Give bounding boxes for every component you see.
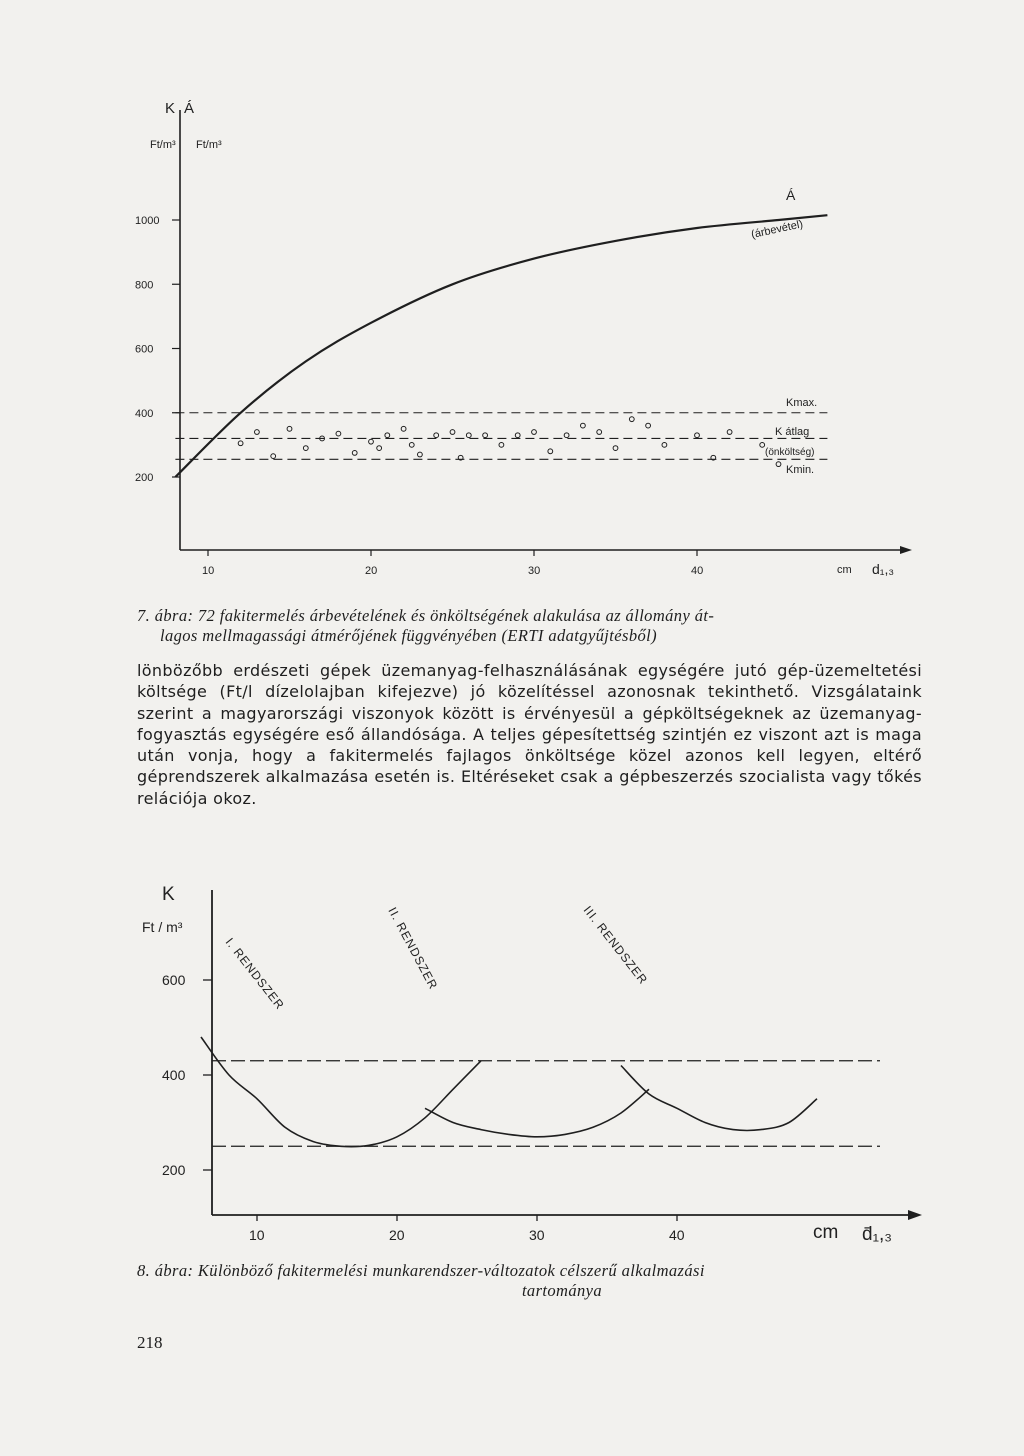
- fig7-x-tick-label: 30: [528, 565, 541, 577]
- fig7-revenue-line: [175, 215, 827, 477]
- fig7-data-point: [483, 433, 488, 438]
- fig8-axis-label-k: K: [162, 884, 175, 905]
- fig8-x-arrow: [908, 1210, 922, 1220]
- figure-7-chart: [0, 80, 1024, 600]
- fig7-data-point: [548, 449, 553, 454]
- figure-7-caption: [137, 606, 927, 646]
- fig7-data-point: [613, 446, 618, 451]
- fig7-y-tick-label: 1000: [135, 215, 160, 227]
- fig8-ticks: [162, 972, 685, 1243]
- fig7-label-katlag: K átlag: [775, 426, 810, 438]
- fig7-curve-label-arbevetel: (árbevétel): [750, 218, 805, 241]
- fig7-axis-label-k: K: [165, 100, 176, 117]
- fig7-data-point: [385, 433, 390, 438]
- fig7-reference-lines: [175, 413, 827, 460]
- fig8-x-label-var: d̄₁,₃: [862, 1224, 892, 1245]
- fig7-data-point: [450, 430, 455, 435]
- fig7-data-point: [409, 442, 414, 447]
- fig8-x-tick-label: 30: [529, 1227, 545, 1243]
- figure-8-chart: [0, 860, 1024, 1260]
- fig7-unit-a: Ft/m³: [196, 139, 222, 151]
- body-paragraph: lönbözőbb erdészeti gépek üzemanyag-felhasználásának egységére jutó gép-üzemeltetési költsége (Ft/l dízelolajban kifejezve) jó közelítéssel azonosnak tekinthető. Vizsgálataink szerint a magyarországi viszonyok között is érvényesül a gépköltségeknek az üzemanyag-fogyasztás egységére eső állandósága. A teljes gépesítettség szintjén ez viszont azt is maga után vonja, hogy a fakitermelés fajlagos önköltsége közel azonos kell legyen, eltérő géprendszerek alkalmazása esetén is. Eltéréseket csak a gépbeszerzés szocialista vagy tőkés relációja okoz.: [137, 661, 922, 808]
- fig7-data-point: [695, 433, 700, 438]
- fig7-data-point: [515, 433, 520, 438]
- fig8-system-curves: [201, 1037, 817, 1147]
- fig7-data-point: [336, 431, 341, 436]
- fig7-data-point: [499, 442, 504, 447]
- fig8-y-tick-label: 200: [162, 1162, 186, 1178]
- figure-8-caption-line2: tartománya: [521, 1281, 603, 1300]
- fig7-revenue-curve: [175, 215, 827, 477]
- fig8-system-label-1: I. RENDSZER: [222, 935, 288, 1013]
- fig7-axis-label-a: Á: [184, 100, 195, 117]
- fig7-x-label-unit: cm: [837, 564, 852, 576]
- fig7-y-tick-label: 800: [135, 279, 154, 292]
- fig7-data-point: [564, 433, 569, 438]
- fig7-axes: [180, 110, 912, 554]
- fig8-system-label-3: III. RENDSZER: [580, 903, 651, 988]
- fig7-x-tick-label: 20: [365, 565, 378, 577]
- fig7-data-point: [255, 430, 260, 435]
- fig7-data-point: [581, 423, 586, 428]
- fig8-x-tick-label: 40: [669, 1227, 685, 1243]
- fig7-label-kmin: Kmin.: [786, 464, 815, 476]
- fig7-ticks: [135, 215, 703, 577]
- fig7-data-point: [646, 423, 651, 428]
- fig8-system-curve-2: [425, 1089, 649, 1137]
- fig7-data-point: [238, 441, 243, 446]
- page-number: 218: [137, 1333, 163, 1352]
- fig7-data-point: [369, 439, 374, 444]
- fig7-data-point: [662, 442, 667, 447]
- fig8-reference-lines: [212, 1061, 880, 1147]
- fig8-system-label-2: II. RENDSZER: [385, 904, 441, 993]
- fig7-label-onkoltseg: (önköltség): [765, 447, 815, 458]
- fig8-y-tick-label: 600: [162, 972, 186, 988]
- fig7-y-tick-label: 600: [135, 343, 154, 356]
- fig8-x-tick-label: 20: [389, 1227, 405, 1243]
- fig7-unit-k: Ft/m³: [150, 139, 176, 151]
- fig7-data-point: [776, 462, 781, 467]
- fig8-system-curve-3: [621, 1066, 817, 1131]
- fig7-data-point: [401, 426, 406, 431]
- fig7-data-point: [466, 433, 471, 438]
- fig7-curve-label-a: Á: [786, 187, 796, 203]
- figure-7-caption-line2: lagos mellmagassági átmérőjének függvényében (ERTI adatgyűjtésből): [160, 626, 658, 645]
- figure-8-caption-line1: Különböző fakitermelési munkarendszer-változatok célszerű alkalmazási: [197, 1261, 705, 1280]
- fig7-x-arrow: [900, 546, 912, 554]
- fig7-data-point: [727, 430, 732, 435]
- fig7-data-point: [760, 442, 765, 447]
- fig8-axes: [212, 890, 922, 1220]
- figure-8-caption-label: 8. ábra:: [137, 1261, 194, 1280]
- fig7-data-point: [418, 452, 423, 457]
- fig8-x-label-unit: cm: [813, 1222, 839, 1243]
- fig7-data-point: [629, 417, 634, 422]
- figure-7-caption-label: 7. ábra:: [137, 606, 194, 625]
- fig7-y-tick-label: 400: [135, 407, 154, 420]
- fig7-data-point: [303, 446, 308, 451]
- figure-8-caption: [137, 1261, 927, 1301]
- fig7-label-kmax: Kmax.: [786, 397, 818, 409]
- fig8-x-tick-label: 10: [249, 1227, 265, 1243]
- fig7-data-point: [532, 430, 537, 435]
- fig7-x-tick-label: 10: [202, 565, 215, 577]
- fig8-system-curve-1: [201, 1037, 481, 1147]
- fig7-data-point: [434, 433, 439, 438]
- fig8-y-tick-label: 400: [162, 1067, 186, 1083]
- figure-7-caption-line1: 72 fakitermelés árbevételének és önköltségének alakulása az állomány át-: [197, 606, 715, 625]
- fig8-unit-k: Ft / m³: [142, 919, 183, 935]
- fig7-x-label-var: d₁,₃: [872, 561, 895, 577]
- fig7-data-point: [352, 451, 357, 456]
- fig7-data-point: [271, 454, 276, 459]
- body-text: [137, 660, 922, 809]
- fig7-y-tick-label: 200: [135, 472, 154, 484]
- fig7-data-point: [287, 426, 292, 431]
- fig7-data-point: [597, 430, 602, 435]
- fig7-data-point: [377, 446, 382, 451]
- fig7-x-tick-label: 40: [691, 565, 704, 577]
